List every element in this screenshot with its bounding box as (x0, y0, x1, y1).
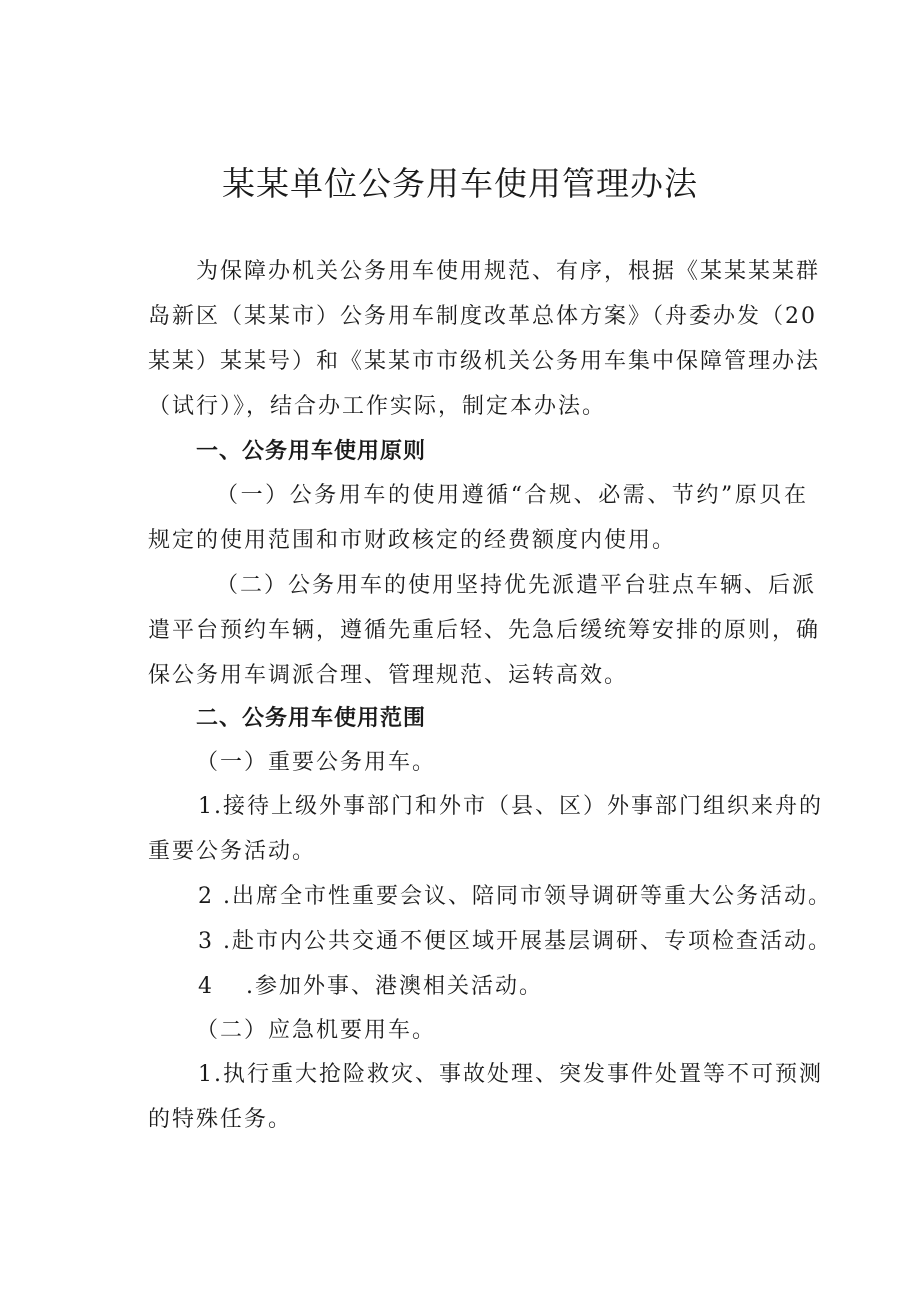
intro-line-1: 为保障办机关公务用车使用规范、有序，根据《某某某某群 (196, 259, 821, 284)
section-2-sub-1-label: （一）重要公务用车。 (196, 750, 437, 775)
section-2-sub-2-item-1-line-2: 的特殊任务。 (148, 1107, 293, 1132)
section-2-sub-2-label: （二）应急机要用车。 (196, 1018, 437, 1043)
section-2-heading: 二、公务用车使用范围 (196, 706, 427, 731)
section-2-sub-1-item-4-number: 4 (198, 974, 214, 999)
section-1-item-2-line-1: （二）公务用车的使用坚持优先派遣平台驻点车辆、后派 (216, 573, 817, 598)
section-2-sub-1-item-2: 2 .出席全市性重要会议、陪同市领导调研等重大公务活动。 (198, 884, 832, 909)
section-2-sub-1-item-1-line-1: 1.接待上级外事部门和外市（县、区）外事部门组织来舟的 (198, 794, 823, 819)
section-1-item-2-line-2: 遣平台预约车辆，遵循先重后轻、先急后缓统筹安排的原则，确 (148, 618, 821, 643)
section-2-sub-1-item-1-line-2: 重要公务活动。 (148, 839, 317, 864)
intro-line-3: 某某）某某号）和《某某市市级机关公务用车集中保障管理办法 (148, 349, 821, 374)
section-2-sub-1-item-3: 3 .赴市内公共交通不便区域开展基层调研、专项检查活动。 (198, 929, 832, 954)
section-2-sub-1-item-4 (198, 972, 808, 1002)
document-title: 某某单位公务用车使用管理办法 (222, 164, 698, 203)
section-1-item-2-line-3: 保公务用车调派合理、管理规范、运转高效。 (148, 663, 629, 688)
intro-line-2: 岛新区（某某市）公务用车制度改革总体方案》（舟委办发（20 (148, 304, 817, 329)
section-2-sub-1-item-4-text: .参加外事、港澳相关活动。 (246, 974, 543, 999)
section-2-sub-2-item-1-line-1: 1.执行重大抢险救灾、事故处理、突发事件处置等不可预测 (198, 1062, 823, 1087)
section-1-item-1-line-1: （一）公务用车的使用遵循“合规、必需、节约”原贝在 (216, 483, 808, 508)
intro-line-4: （试行）》，结合办工作实际，制定本办法。 (148, 394, 607, 419)
section-1-item-1-line-2: 规定的使用范围和市财政核定的经费额度内使用。 (148, 528, 677, 553)
section-1-heading: 一、公务用车使用原则 (196, 439, 427, 464)
